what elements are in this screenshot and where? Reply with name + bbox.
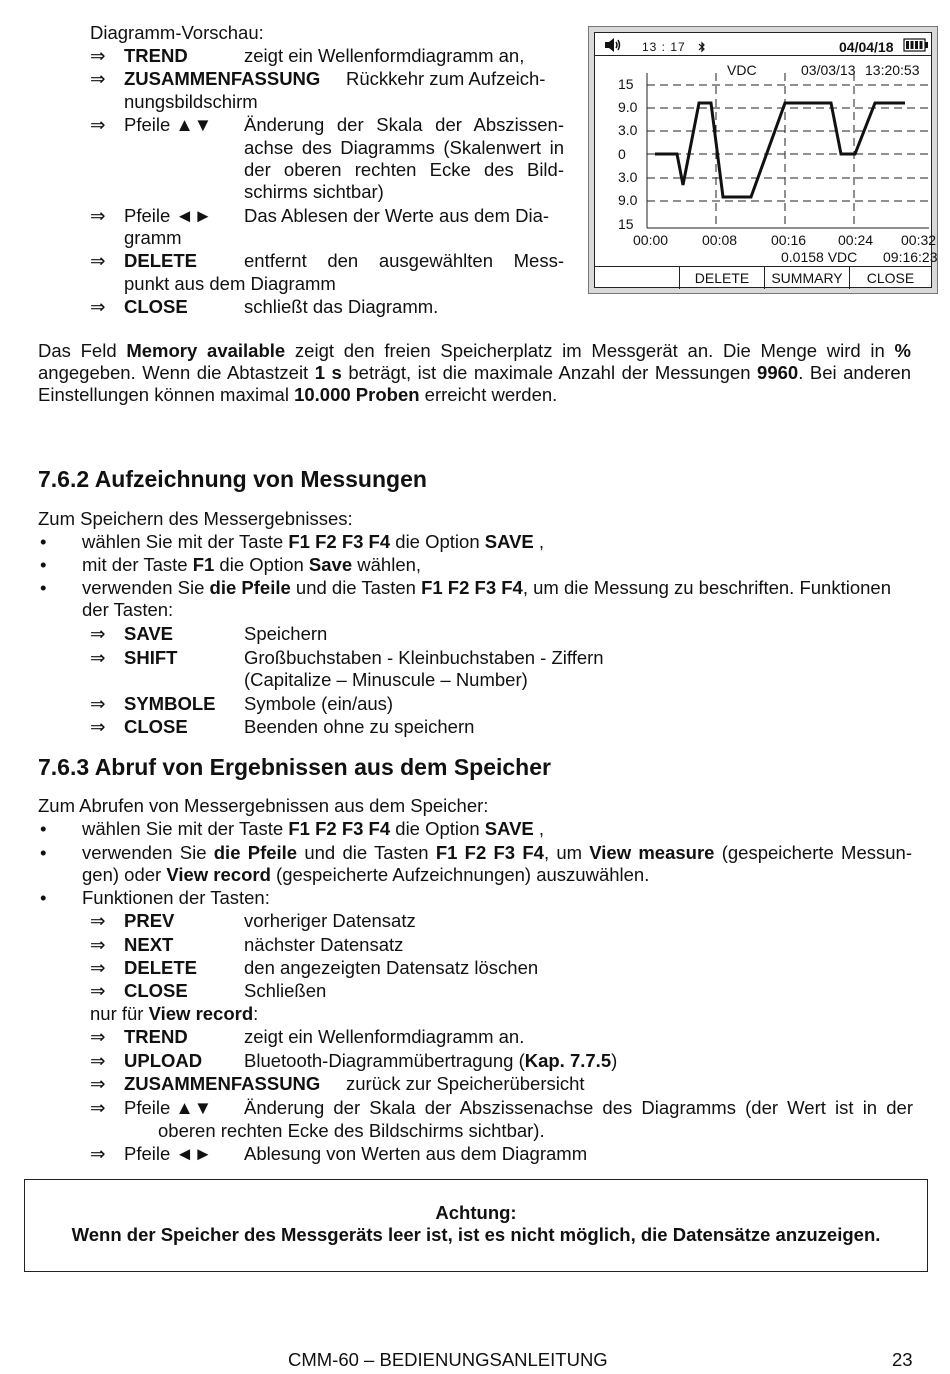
cursor-value: 0.0158 VDC (781, 249, 858, 265)
arrow-icon: ⇒ (90, 623, 106, 644)
bold-text: SAVE (484, 531, 534, 552)
bold-text: F1 F2 F3 F4 (421, 577, 523, 598)
arrow-icon: ⇒ (90, 114, 106, 135)
memory-paragraph-line (38, 362, 911, 384)
status-date: 04/04/18 (839, 39, 894, 55)
key-pfeile-updown-desc: schirms sichtbar) (244, 181, 384, 202)
text: und die Tasten (290, 577, 422, 598)
text: mit der Taste (82, 554, 193, 575)
arrow-icon: ⇒ (90, 1143, 106, 1164)
key-pfeile-leftright-desc: Das Ablesen der Werte aus dem Dia- (244, 205, 550, 226)
key-pfeile-updown: Pfeile ▲▼ (124, 114, 213, 135)
key-trend: TREND (124, 45, 188, 66)
text: wählen Sie mit der Taste (82, 531, 289, 552)
text: zeigt den freien Speicherplatz im Messgerät an. Die Menge wird in (285, 340, 895, 361)
x-tick-label: 00:00 (633, 232, 669, 248)
key-pfeile-updown-desc: Änderung der Skala der Abszissenachse des Diagramms (der Wert ist in der (244, 1097, 913, 1118)
key-zusammenfassung-desc: Rückkehr zum Aufzeich- (346, 68, 546, 89)
bold-text: View record (148, 1003, 254, 1024)
text: , (533, 531, 545, 552)
key-symbole: SYMBOLE (124, 693, 216, 714)
arrow-icon: ⇒ (90, 934, 106, 955)
y-tick-label: 9.0 (618, 99, 638, 115)
bullet-icon: • (40, 818, 47, 839)
arrow-icon: ⇒ (90, 45, 106, 66)
key-prev-desc: vorheriger Datensatz (244, 910, 416, 931)
device-screen (588, 26, 938, 294)
text: (gespeicherte Aufzeichnungen) auszuwählen. (270, 864, 650, 885)
x-tick-label: 00:32 (901, 232, 937, 248)
trend-plot (595, 33, 931, 287)
bold-text: Kap. 7.7.5 (524, 1050, 612, 1071)
arrow-icon: ⇒ (90, 957, 106, 978)
arrow-icon: ⇒ (90, 980, 106, 1001)
x-tick-label: 00:16 (771, 232, 807, 248)
text: gen) oder (82, 864, 167, 885)
arrow-icon: ⇒ (90, 68, 106, 89)
y-tick-label: 15 (618, 216, 634, 232)
bullet-item (82, 577, 891, 599)
footer-title: CMM-60 – BEDIENUNGSANLEITUNG (288, 1349, 608, 1370)
bold-text: F1 F2 F3 F4 (288, 531, 391, 552)
text: Bluetooth-Diagrammübertragung ( (244, 1050, 525, 1071)
key-save: SAVE (124, 623, 174, 644)
text: nur für (90, 1003, 149, 1024)
preview-heading: Diagramm-Vorschau: (90, 22, 264, 43)
bullet-icon: • (40, 887, 47, 908)
key-zusammenfassung: ZUSAMMENFASSUNG (124, 1073, 321, 1094)
text: die Option (214, 554, 309, 575)
x-tick-label: 00:08 (702, 232, 738, 248)
unit-label: VDC (727, 62, 757, 78)
arrow-icon: ⇒ (90, 647, 106, 668)
text: (gespeicherte Messun- (714, 842, 912, 863)
fkey-delete[interactable]: DELETE (680, 267, 765, 289)
key-pfeile-leftright: Pfeile ◄► (124, 205, 213, 226)
fkey-close[interactable]: CLOSE (866, 270, 915, 286)
arrow-icon: ⇒ (90, 910, 106, 931)
key-upload-desc (244, 1050, 617, 1072)
key-close: CLOSE (124, 716, 188, 737)
bullet-icon: • (40, 577, 47, 598)
y-tick-label: 15 (618, 76, 634, 92)
page-number: 23 (892, 1349, 913, 1370)
arrow-icon: ⇒ (90, 1050, 106, 1071)
fkey-summary[interactable]: SUMMARY (765, 267, 850, 289)
warning-text: Wenn der Speicher des Messgeräts leer ist, ist es nicht möglich, die Datensätze anzuzeigen. (71, 1224, 881, 1245)
bullet-item (82, 531, 544, 553)
key-next-desc: nächster Datensatz (244, 934, 404, 955)
y-tick-label: 3.0 (618, 169, 638, 185)
bold-text: 10.000 Proben (294, 384, 420, 405)
arrow-icon: ⇒ (90, 296, 106, 317)
text: , um (543, 842, 590, 863)
bullet-item (82, 842, 912, 864)
key-zusammenfassung-desc: zurück zur Speicherübersicht (346, 1073, 585, 1094)
bold-text: View measure (589, 842, 715, 863)
section-title-7-6-2: 7.6.2 Aufzeichnung von Messungen (38, 466, 427, 492)
y-tick-label: 0 (618, 146, 626, 162)
text: verwenden Sie (82, 842, 214, 863)
record-date: 03/03/13 (801, 62, 856, 78)
text: die Option (390, 818, 485, 839)
cursor-time: 09:16:23 (883, 249, 938, 265)
status-time: 13 : 17 (642, 40, 686, 54)
bullet-icon: • (40, 842, 47, 863)
section-title-7-6-3: 7.6.3 Abruf von Ergebnissen aus dem Speicher (38, 754, 551, 780)
key-prev: PREV (124, 910, 175, 931)
text: . Bei anderen (798, 362, 912, 383)
text: erreicht werden. (419, 384, 558, 405)
section-intro: Zum Abrufen von Messergebnissen aus dem Speicher: (38, 795, 489, 816)
key-pfeile-updown-desc: der oberen rechten Ecke des Bild- (244, 159, 564, 180)
y-tick-label: 3.0 (618, 122, 638, 138)
bold-text: 1 s (314, 362, 342, 383)
key-symbole-desc: Symbole (ein/aus) (244, 693, 394, 714)
arrow-icon: ⇒ (90, 1073, 106, 1094)
bullet-item-cont: der Tasten: (82, 599, 174, 620)
bold-text: 9960 (757, 362, 799, 383)
arrow-icon: ⇒ (90, 693, 106, 714)
text: , (533, 818, 545, 839)
key-close: CLOSE (124, 296, 188, 317)
key-delete-desc-cont: punkt aus dem Diagramm (124, 273, 336, 294)
key-next: NEXT (124, 934, 174, 955)
key-pfeile-updown-desc: Änderung der Skala der Abszissen- (244, 114, 564, 135)
key-shift-desc: Großbuchstaben - Kleinbuchstaben - Ziffern (244, 647, 604, 668)
text: ) (611, 1050, 618, 1071)
key-save-desc: Speichern (244, 623, 328, 644)
bold-text: F1 F2 F3 F4 (288, 818, 391, 839)
bullet-item (82, 818, 544, 840)
key-pfeile-leftright-desc-cont: gramm (124, 227, 182, 248)
warning-box (24, 1179, 928, 1272)
key-pfeile-leftright-desc: Ablesung von Werten aus dem Diagramm (244, 1143, 588, 1164)
arrow-icon: ⇒ (90, 250, 106, 271)
section-intro: Zum Speichern des Messergebnisses: (38, 508, 353, 529)
record-time: 13:20:53 (865, 62, 920, 78)
text: verwenden Sie (82, 577, 210, 598)
bold-text: F1 (192, 554, 215, 575)
key-pfeile-updown-desc-cont: oberen rechten Ecke des Bildschirms sichtbar). (158, 1120, 545, 1141)
text: beträgt, ist die maximale Anzahl der Messungen (341, 362, 758, 383)
text: angegeben. Wenn die Abtastzeit (38, 362, 315, 383)
key-delete-desc: den angezeigten Datensatz löschen (244, 957, 539, 978)
bold-text: die Pfeile (213, 842, 298, 863)
key-zusammenfassung: ZUSAMMENFASSUNG (124, 68, 321, 89)
warning-title: Achtung: (435, 1202, 517, 1223)
bold-text: die Pfeile (209, 577, 291, 598)
bullet-icon: • (40, 554, 47, 575)
arrow-icon: ⇒ (90, 205, 106, 226)
key-shift-desc-cont: (Capitalize – Minuscule – Number) (244, 669, 528, 690)
memory-paragraph-line (38, 384, 557, 406)
view-record-note (90, 1003, 258, 1025)
key-trend-desc: zeigt ein Wellenformdiagramm an, (244, 45, 525, 66)
key-close-desc: Schließen (244, 980, 327, 1001)
key-shift: SHIFT (124, 647, 178, 668)
bullet-item (82, 554, 421, 576)
bold-text: SAVE (484, 818, 534, 839)
arrow-icon: ⇒ (90, 716, 106, 737)
key-pfeile-updown-desc: achse des Diagramms (Skalenwert in (244, 137, 564, 158)
fkey-f1[interactable] (595, 267, 680, 289)
memory-paragraph-line (38, 340, 911, 362)
key-delete: DELETE (124, 957, 197, 978)
key-delete-desc: entfernt den ausgewählten Mess- (244, 250, 564, 271)
key-close-desc: schließt das Diagramm. (244, 296, 439, 317)
key-pfeile-leftright: Pfeile ◄► (124, 1143, 213, 1164)
key-trend-desc: zeigt ein Wellenformdiagramm an. (244, 1026, 525, 1047)
key-close-desc: Beenden ohne zu speichern (244, 716, 475, 737)
arrow-icon: ⇒ (90, 1097, 106, 1118)
key-pfeile-updown: Pfeile ▲▼ (124, 1097, 213, 1118)
bullet-icon: • (40, 531, 47, 552)
bold-text: % (894, 340, 911, 361)
text: , um die Messung zu beschriften. Funktionen (522, 577, 891, 598)
bullet-item: Funktionen der Tasten: (82, 887, 270, 908)
bold-text: Save (308, 554, 353, 575)
key-delete: DELETE (124, 250, 197, 271)
text: die Option (390, 531, 485, 552)
bold-text: Memory available (126, 340, 286, 361)
text: Das Feld (38, 340, 127, 361)
device-display (594, 32, 938, 288)
text: wählen, (352, 554, 422, 575)
key-close: CLOSE (124, 980, 188, 1001)
y-tick-label: 9.0 (618, 192, 638, 208)
text: wählen Sie mit der Taste (82, 818, 289, 839)
key-zusammenfassung-desc-cont: nungsbildschirm (124, 91, 258, 112)
key-upload: UPLOAD (124, 1050, 203, 1071)
text: Einstellungen können maximal (38, 384, 295, 405)
x-tick-label: 00:24 (838, 232, 874, 248)
text: : (253, 1003, 259, 1024)
text: und die Tasten (297, 842, 436, 863)
bold-text: F1 F2 F3 F4 (435, 842, 544, 863)
bullet-item-cont (82, 864, 649, 886)
key-trend: TREND (124, 1026, 188, 1047)
bold-text: View record (166, 864, 271, 885)
arrow-icon: ⇒ (90, 1026, 106, 1047)
